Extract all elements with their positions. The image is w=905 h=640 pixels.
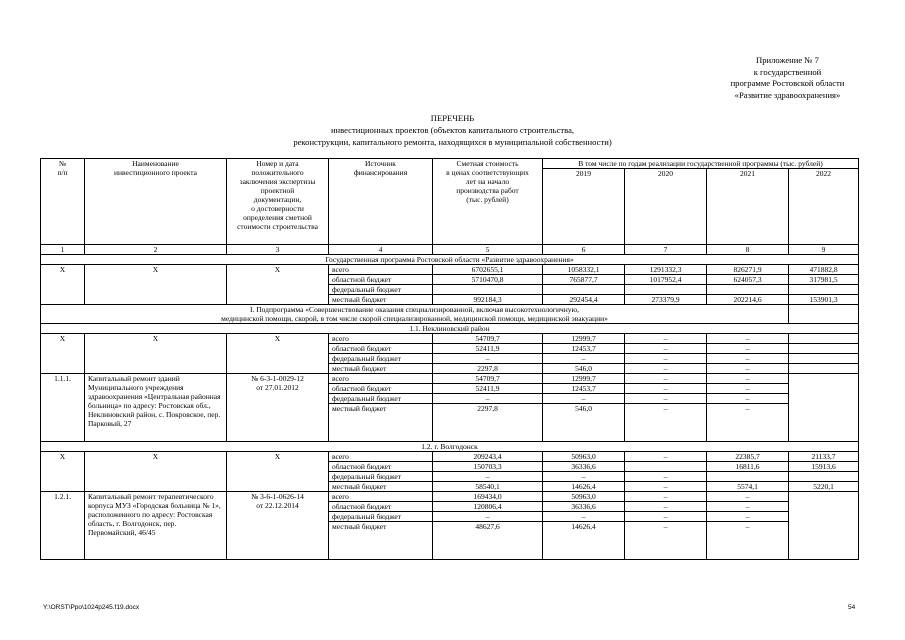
year-value: –	[707, 522, 789, 560]
year-value: 624057,3	[707, 275, 789, 285]
document-heading: ПЕРЕЧЕНЬ	[430, 113, 475, 123]
year-value: 14626,4	[543, 482, 625, 492]
cell-x: X	[85, 334, 227, 374]
year-value: –	[625, 482, 707, 492]
year-value: 546,0	[543, 404, 625, 442]
year-value: –	[625, 384, 707, 394]
cost-value: –	[433, 354, 543, 364]
source-label: всего	[329, 265, 433, 275]
cell-x: X	[227, 265, 329, 305]
year-value: 765877,7	[543, 275, 625, 285]
cost-value	[433, 285, 543, 295]
year-value: –	[625, 502, 707, 512]
section-row	[41, 442, 859, 452]
cell-x: X	[227, 334, 329, 374]
year-value: –	[543, 394, 625, 404]
table-row	[41, 334, 859, 344]
source-label: всего	[329, 374, 433, 384]
year-value: 14626,4	[543, 522, 625, 560]
year-value: –	[625, 472, 707, 482]
column-number: 5	[433, 245, 543, 255]
cost-value: 2297,8	[433, 404, 543, 442]
section-row	[41, 305, 859, 324]
cost-value: 54709,7	[433, 334, 543, 344]
year-value: –	[543, 512, 625, 522]
header-row	[41, 159, 859, 169]
cost-value: 52411,9	[433, 344, 543, 354]
cell-x: X	[41, 452, 85, 492]
column-number: 4	[329, 245, 433, 255]
source-label: местный бюджет	[329, 404, 433, 442]
year-value	[789, 344, 859, 354]
column-number: 8	[707, 245, 789, 255]
year-value: –	[543, 472, 625, 482]
section-row	[41, 324, 859, 334]
cost-value: 48627,6	[433, 522, 543, 560]
header-year: 2021	[707, 169, 789, 245]
source-label: всего	[329, 492, 433, 502]
year-value: 12453,7	[543, 344, 625, 354]
file-path: Y:\ORST\Ppo\1024p245.f19.docx	[43, 604, 140, 611]
district-title: 1.2. г. Волгодонск	[41, 442, 859, 452]
column-number: 9	[789, 245, 859, 255]
cell-x: X	[41, 334, 85, 374]
year-value: 50963,0	[543, 492, 625, 502]
cost-value: 150703,3	[433, 462, 543, 472]
cell-x: X	[85, 452, 227, 492]
year-value: –	[625, 344, 707, 354]
project-number: 1.2.1.	[41, 492, 85, 560]
year-value	[707, 285, 789, 295]
source-label: местный бюджет	[329, 482, 433, 492]
empty-cell	[789, 305, 859, 324]
state-program-title: Государственная программа Ростовской области «Развитие здравоохранения»	[41, 255, 859, 265]
column-number: 6	[543, 245, 625, 255]
year-value: 471882,8	[789, 265, 859, 275]
source-label: федеральный бюджет	[329, 472, 433, 482]
year-value	[789, 374, 859, 442]
header-years-group: В том числе по годам реализации государственной программы (тыс. рублей)	[543, 159, 859, 169]
year-value: 292454,4	[543, 295, 625, 305]
header-project-name: Наименование инвестиционного проекта	[85, 159, 227, 245]
year-value: –	[625, 522, 707, 560]
year-value: –	[707, 394, 789, 404]
column-number-row	[41, 245, 859, 255]
year-value: 5574,1	[707, 482, 789, 492]
year-value: –	[543, 354, 625, 364]
document-subtitle-line: реконструкции, капитального ремонта, находящихся в муниципальной собственности)	[293, 137, 612, 147]
table-row	[41, 492, 859, 502]
table-row	[41, 452, 859, 462]
year-value: 1017952,4	[625, 275, 707, 285]
source-label: областной бюджет	[329, 344, 433, 354]
year-value	[543, 285, 625, 295]
header-expertise: Номер и дата положительного заключения экспертизы проектной документации, о достоверности определения сметной стоимости строительства	[227, 159, 329, 245]
year-value: –	[707, 404, 789, 442]
source-label: местный бюджет	[329, 364, 433, 374]
year-value: –	[625, 394, 707, 404]
year-value: –	[707, 492, 789, 502]
year-value: 273379,9	[625, 295, 707, 305]
appendix-caption	[690, 55, 885, 101]
year-value	[625, 462, 707, 472]
year-value: 5220,1	[789, 482, 859, 492]
year-value: –	[707, 334, 789, 344]
year-value: –	[707, 502, 789, 512]
appendix-line: «Развитие здравоохранения»	[734, 89, 841, 100]
year-value: –	[625, 452, 707, 462]
table-row	[41, 374, 859, 384]
year-value: –	[625, 404, 707, 442]
year-value: –	[625, 512, 707, 522]
year-value	[789, 285, 859, 295]
cell-x: X	[85, 265, 227, 305]
year-value: –	[625, 364, 707, 374]
project-name: Капитальный ремонт зданий Муниципального учреждения здравоохранения «Центральная районная больница» по адресу: Ростовская обл., Неклиновский район, с. Покровское, пер. Парковый, 27	[85, 374, 227, 442]
source-label: федеральный бюджет	[329, 354, 433, 364]
cost-value: 58540,1	[433, 482, 543, 492]
year-value: 50963,0	[543, 452, 625, 462]
year-value: 202214,6	[707, 295, 789, 305]
source-label: областной бюджет	[329, 384, 433, 394]
year-value: 1058332,1	[543, 265, 625, 275]
project-expertise: № 6-3-1-0029-12 от 27.01.2012	[227, 374, 329, 442]
project-expertise: № 3-6-1-0626-14 от 22.12.2014	[227, 492, 329, 560]
cost-value: 992184,3	[433, 295, 543, 305]
source-label: всего	[329, 452, 433, 462]
source-label: местный бюджет	[329, 295, 433, 305]
year-value: –	[625, 334, 707, 344]
source-label: областной бюджет	[329, 275, 433, 285]
source-label: областной бюджет	[329, 462, 433, 472]
year-value: 12999,7	[543, 334, 625, 344]
year-value: –	[707, 374, 789, 384]
header-year: 2019	[543, 169, 625, 245]
column-number: 7	[625, 245, 707, 255]
year-value: –	[707, 354, 789, 364]
cost-value: –	[433, 394, 543, 404]
header-year: 2020	[625, 169, 707, 245]
year-value: 826271,9	[707, 265, 789, 275]
cost-value: 209243,4	[433, 452, 543, 462]
district-title: 1.1. Неклиновский район	[41, 324, 859, 334]
table-row	[41, 265, 859, 275]
cell-x: X	[227, 452, 329, 492]
page-number: 54	[848, 604, 856, 611]
cost-value: –	[433, 472, 543, 482]
year-value: –	[707, 364, 789, 374]
year-value: 36336,6	[543, 502, 625, 512]
column-number: 1	[41, 245, 85, 255]
year-value	[789, 492, 859, 560]
source-label: федеральный бюджет	[329, 512, 433, 522]
source-label: областной бюджет	[329, 502, 433, 512]
year-value: –	[625, 354, 707, 364]
cost-value: 54709,7	[433, 374, 543, 384]
source-label: всего	[329, 334, 433, 344]
year-value: –	[707, 344, 789, 354]
appendix-line: программе Ростовской области	[730, 78, 845, 88]
year-value	[789, 364, 859, 374]
header-source: Источник финансирования	[329, 159, 433, 245]
cost-value: 169434,0	[433, 492, 543, 502]
subprogram-title: I. Подпрограмма «Совершенствование оказания специализированной, включая высокотехнологичную, медицинской помощи, скорой, в том числе скорой специализированной, медицинской помощи, медицинской эвакуации»	[41, 305, 789, 324]
year-value	[625, 285, 707, 295]
year-value: 546,0	[543, 364, 625, 374]
year-value: 22385,7	[707, 452, 789, 462]
document-subtitle-line: инвестиционных проектов (объектов капитального строительства,	[330, 125, 575, 135]
source-label: федеральный бюджет	[329, 394, 433, 404]
source-label: местный бюджет	[329, 522, 433, 560]
year-value: 1291332,3	[625, 265, 707, 275]
column-number: 2	[85, 245, 227, 255]
cell-x: X	[41, 265, 85, 305]
header-number: № п/п	[41, 159, 85, 245]
year-value	[789, 334, 859, 344]
cost-value: 52411,9	[433, 384, 543, 394]
header-year: 2022	[789, 169, 859, 245]
source-label: федеральный бюджет	[329, 285, 433, 295]
year-value: 153901,3	[789, 295, 859, 305]
cost-value: 6702655,1	[433, 265, 543, 275]
year-value: 36336,6	[543, 462, 625, 472]
year-value: 21133,7	[789, 452, 859, 462]
cost-value: –	[433, 512, 543, 522]
year-value	[789, 354, 859, 364]
year-value: –	[707, 384, 789, 394]
header-cost: Сметная стоимость в ценах соответствующих лет на начало производства работ (тыс. рублей)	[433, 159, 543, 245]
cost-value: 5710470,8	[433, 275, 543, 285]
section-row	[41, 255, 859, 265]
year-value: 12999,7	[543, 374, 625, 384]
project-name: Капитальный ремонт терапевтического корпуса МУЗ «Городская больница № 1», расположенного по адресу: Ростовская область, г. Волгодонск, пер. Первомайский, 46/45	[85, 492, 227, 560]
year-value: 16811,6	[707, 462, 789, 472]
year-value: 15913,6	[789, 462, 859, 472]
cost-value: 120806,4	[433, 502, 543, 512]
year-value: –	[707, 512, 789, 522]
cost-value: 2297,8	[433, 364, 543, 374]
appendix-line: Приложение № 7	[756, 55, 819, 65]
investment-projects-table	[40, 158, 859, 560]
year-value: 12453,7	[543, 384, 625, 394]
column-number: 3	[227, 245, 329, 255]
year-value: –	[625, 492, 707, 502]
appendix-line: к государственной	[753, 66, 822, 77]
year-value: 317981,5	[789, 275, 859, 285]
year-value	[789, 472, 859, 482]
year-value	[707, 472, 789, 482]
year-value: –	[625, 374, 707, 384]
project-number: 1.1.1.	[41, 374, 85, 442]
